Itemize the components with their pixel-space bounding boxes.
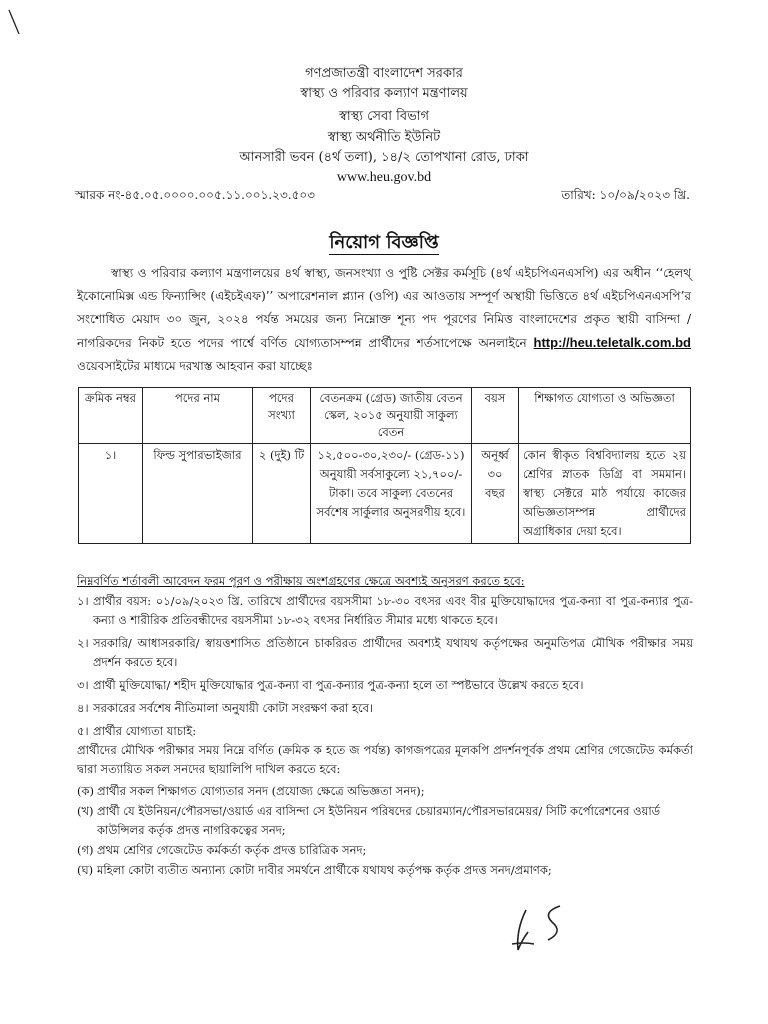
cell-count: ২ (দুই) টি (253, 444, 311, 544)
header-unit: স্বাস্থ্য অর্থনীতি ইউনিট (327, 130, 441, 145)
list-item: ৫। প্রার্থীর যোগ্যতা যাচাই: (77, 724, 197, 738)
cell-serial: ১। (79, 444, 143, 544)
cell-post: ফিল্ড সুপারভাইজার (143, 444, 253, 544)
header-serial: ক্রমিক নম্বর (79, 388, 143, 444)
header-pay: বেতনক্রম (গ্রেড) জাতীয় বেতন স্কেল, ২০১৫ অনুযায়ী সাকুল্য বেতন (311, 388, 472, 444)
conditions-section (77, 572, 693, 881)
table-header-row (79, 388, 691, 444)
header-website: www.heu.gov.bd (336, 170, 432, 185)
corner-mark (6, 8, 26, 38)
vacancy-table (78, 387, 691, 544)
sub-item: (ক) প্রার্থীর সকল শিক্ষাগত যোগ্যতার সনদ (প্রযোজ্য ক্ষেত্রে অভিজ্ঞতা সনদ); (77, 784, 425, 798)
intro-paragraph (77, 262, 691, 378)
list-item: ৩। প্রার্থী মুক্তিযোদ্ধা/ শহীদ মুক্তিযোদ্ধার পুত্র-কন্যা বা পুত্র-কন্যার পুত্র-কন্যা হলে তা স্পষ্টভাবে উল্লেখ করতে হবে। (77, 678, 584, 692)
application-url: http://heu.teletalk.com.bd (533, 335, 691, 350)
verification-paragraph: প্রার্থীদের মৌখিক পরীক্ষার সময় নিম্নে বর্ণিত (ক্রমিক ক হতে জ পর্যন্ত) কাগজপত্রের মূলকপি প্রদর্শনপূর্বক প্রথম শ্রেণির গেজেটেড কর্মকর্তা দ্বারা সত্যায়িত সকল সনদের ছায়ালিপি দাখিল করতে হবে: (77, 743, 693, 776)
cell-pay: ১২,৫০০-৩০,২৩০/- (গ্রেড-১১) অনুযায়ী সর্বসাকুল্যে ২১,৭০০/- টাকা। তবে সাকুল্য বেতনের সর্বশেষ সার্কুলার অনুসরণীয় হবে। (311, 444, 472, 544)
cell-age: অনূর্ধ্ব ৩০ বছর (472, 444, 519, 544)
header-division: স্বাস্থ্য সেবা বিভাগ (338, 109, 430, 124)
list-item: ১। প্রার্থীর বয়স: ০১/০৯/২০২৩ খ্রি. তারিখে প্রার্থীদের বয়সসীমা ১৮-৩০ বৎসর এবং বীর মুক্তিযোদ্ধাদের পুত্র-কন্যা বা পুত্র-কন্যার পুত্র-কন্যা ও শারীরিক প্রতিবন্ধীদের বয়সসীমা ১৮-৩২ বৎসর নির্ধারিত সীমার মধ্যে থাকতে হবে। (77, 594, 693, 627)
header-govt: গণপ্রজাতন্ত্রী বাংলাদেশ সরকার (305, 66, 463, 81)
header-count: পদের সংখ্যা (253, 388, 311, 444)
header-ministry: স্বাস্থ্য ও পরিবার কল্যাণ মন্ত্রণালয় (300, 86, 468, 101)
list-item: ২। সরকারি/ আধাসরকারি/ স্বায়ত্তশাসিত প্রতিষ্ঠানে চাকরিরত প্রার্থীদের অবশ্যই যথাযথ কর্তৃপক্ষের অনুমতিপত্র মৌখিক পরীক্ষার সময় প্রদর্শন করতে হবে। (77, 636, 693, 669)
memo-date: তারিখ: ১০/০৯/২০২৩ খ্রি. (561, 188, 690, 202)
conditions-heading: নিম্নবর্ণিত শর্তাবলী আবেদন ফরম পূরণ ও পরীক্ষায় অংশগ্রহণের ক্ষেত্রে অবশ্যই অনুসরণ করতে হবে: (77, 574, 525, 588)
header-age: বয়স (472, 388, 519, 444)
sub-item: (গ) প্রথম শ্রেণির গেজেটেড কর্মকর্তা কর্তৃক প্রদত্ত চারিত্রিক সনদ; (77, 843, 367, 857)
list-item: ৪। সরকারের সর্বশেষ নীতিমালা অনুযায়ী কোটা সংরক্ষণ করা হবে। (77, 701, 374, 715)
signature-mark (498, 900, 588, 960)
memo-number: স্মারক নং-৪৫.০৫.০০০০.০০৫.১১.০০১.২৩.৫০৩ (75, 188, 315, 202)
header-qualification: শিক্ষাগত যোগ্যতা ও অভিজ্ঞতা (519, 388, 691, 444)
header-post: পদের নাম (143, 388, 253, 444)
sub-item: (খ) প্রার্থী যে ইউনিয়ন/পৌরসভা/ওয়ার্ড এর বাসিন্দা সে ইউনিয়ন পরিষদের চেয়ারম্যান/পৌরসভারমেয়র/ সিটি কর্পোরেশনের ওয়ার্ড কাউন্সিলর কর্তৃক প্রদত্ত নাগরিকত্বের সনদ; (77, 804, 661, 837)
cell-qualification: কোন স্বীকৃত বিশ্ববিদ্যালয় হতে ২য় শ্রেণির স্নাতক ডিগ্রি বা সমমান। স্বাস্থ্য সেক্টরে মাঠ পর্যায়ে কাজের অভিজ্ঞতাসম্পন্ন প্রার্থীদের অগ্রাধিকার দেয়া হবে। (519, 444, 691, 544)
header-address: আনসারী ভবন (৪র্থ তলা), ১৪/২ তোপখানা রোড, ঢাকা (239, 150, 529, 165)
page-title: নিয়োগ বিজ্ঞপ্তি (329, 232, 439, 253)
intro-text: স্বাস্থ্য ও পরিবার কল্যাণ মন্ত্রণালয়ের ৪র্থ স্বাস্থ্য, জনসংখ্যা ও পুষ্টি সেক্টর কর্মসূচি (৪র্থ এইচপিএনএসপি) এর অধীন ‘‘হেলথ্‌ ইকোনোমিক্স এন্ড ফিন্যান্সিং (এইচইএফ)’’ অপারেশনাল প্ল্যান (ওপি) এর আওতায় সম্পূর্ণ অস্থায়ী ভিত্তিতে ৪র্থ এইচপিএনএসপি’র সংশোধিত মেয়াদ ৩০ জুন, ২০২৪ পর্যন্ত সময়ের জন্য নিম্নোক্ত শূন্য পদ পূরণের নিমিত্ত বাংলাদেশের প্রকৃত স্থায়ী বাসিন্দা / নাগরিকদের নিকট হতে পদের পার্শ্বে বর্ণিত যোগ্যতাসম্পন্ন প্রার্থীদের শর্তসাপেক্ষে অনলাইনে (77, 266, 691, 350)
intro-tail: ওয়েবসাইটের মাধ্যমে দরখাস্ত আহবান করা যাচ্ছেঃ (77, 359, 313, 373)
table-row (79, 444, 691, 544)
sub-item: (ঘ) মহিলা কোটা ব্যতীত অন্যান্য কোটা দাবীর সমর্থনে প্রার্থীকে যথাযথ কর্তৃপক্ষ কর্তৃক প্রদত্ত সনদ/প্রমাণক; (77, 863, 552, 877)
